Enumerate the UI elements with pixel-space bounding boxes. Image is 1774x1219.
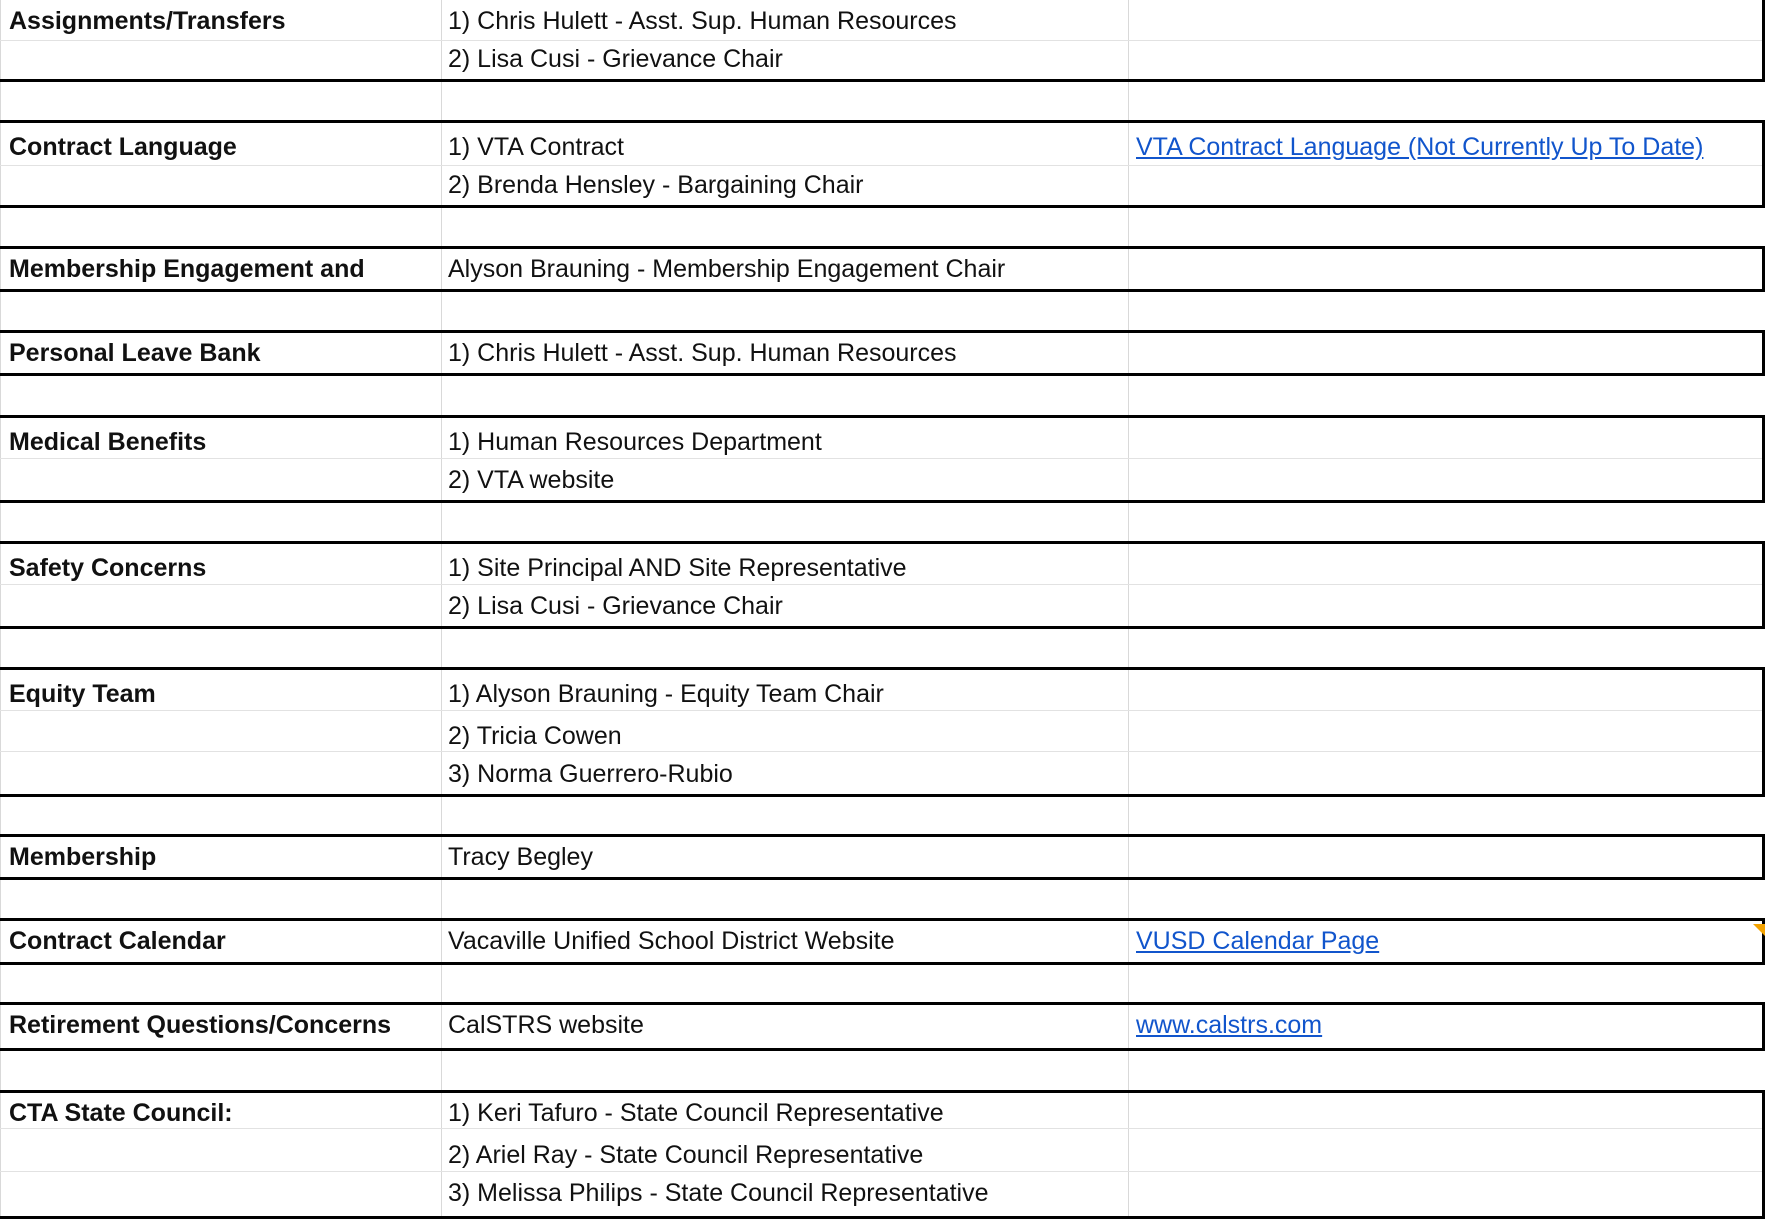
topic-cell: Personal Leave Bank bbox=[9, 339, 261, 367]
contact-cell: 2) Lisa Cusi - Grievance Chair bbox=[448, 592, 783, 620]
topic-cell: Medical Benefits bbox=[9, 428, 207, 456]
contact-cell: 2) Brenda Hensley - Bargaining Chair bbox=[448, 171, 864, 199]
contact-cell: 3) Norma Guerrero-Rubio bbox=[448, 760, 733, 788]
contact-cell: 1) VTA Contract bbox=[448, 133, 624, 161]
contact-cell: 1) Chris Hulett - Asst. Sup. Human Resources bbox=[448, 7, 957, 35]
calstrs-link[interactable]: www.calstrs.com bbox=[1136, 1011, 1323, 1039]
topic-cell: Assignments/Transfers bbox=[9, 7, 286, 35]
contact-cell: 1) Alyson Brauning - Equity Team Chair bbox=[448, 680, 884, 708]
contact-cell: Vacaville Unified School District Website bbox=[448, 927, 895, 955]
topic-cell: CTA State Council: bbox=[9, 1099, 233, 1127]
vusd-calendar-link[interactable]: VUSD Calendar Page bbox=[1136, 927, 1380, 955]
contact-cell: 2) Ariel Ray - State Council Representative bbox=[448, 1141, 924, 1169]
contact-cell: Tracy Begley bbox=[448, 843, 593, 871]
topic-cell: Contract Language bbox=[9, 133, 237, 161]
contact-cell: 1) Keri Tafuro - State Council Representative bbox=[448, 1099, 944, 1127]
contact-cell: 1) Site Principal AND Site Representative bbox=[448, 554, 907, 582]
contact-cell: Alyson Brauning - Membership Engagement Chair bbox=[448, 255, 1006, 283]
topic-cell: Membership Engagement and bbox=[9, 255, 365, 283]
topic-cell: Retirement Questions/Concerns bbox=[9, 1011, 392, 1039]
topic-cell: Safety Concerns bbox=[9, 554, 207, 582]
contact-cell: 1) Chris Hulett - Asst. Sup. Human Resources bbox=[448, 339, 957, 367]
contact-cell: 3) Melissa Philips - State Council Representative bbox=[448, 1179, 989, 1207]
contact-cell: 2) VTA website bbox=[448, 466, 615, 494]
topic-cell: Equity Team bbox=[9, 680, 156, 708]
contact-cell: 2) Lisa Cusi - Grievance Chair bbox=[448, 45, 783, 73]
contact-cell: 1) Human Resources Department bbox=[448, 428, 822, 456]
topic-cell: Contract Calendar bbox=[9, 927, 226, 955]
vta-contract-link[interactable]: VTA Contract Language (Not Currently Up To Date) bbox=[1136, 133, 1704, 161]
group-medical-benefits bbox=[0, 415, 1765, 503]
group-membership bbox=[0, 834, 1765, 880]
cell-note-marker[interactable] bbox=[1753, 924, 1765, 936]
contact-cell: 2) Tricia Cowen bbox=[448, 722, 622, 750]
contact-cell: CalSTRS website bbox=[448, 1011, 644, 1039]
topic-cell: Membership bbox=[9, 843, 157, 871]
